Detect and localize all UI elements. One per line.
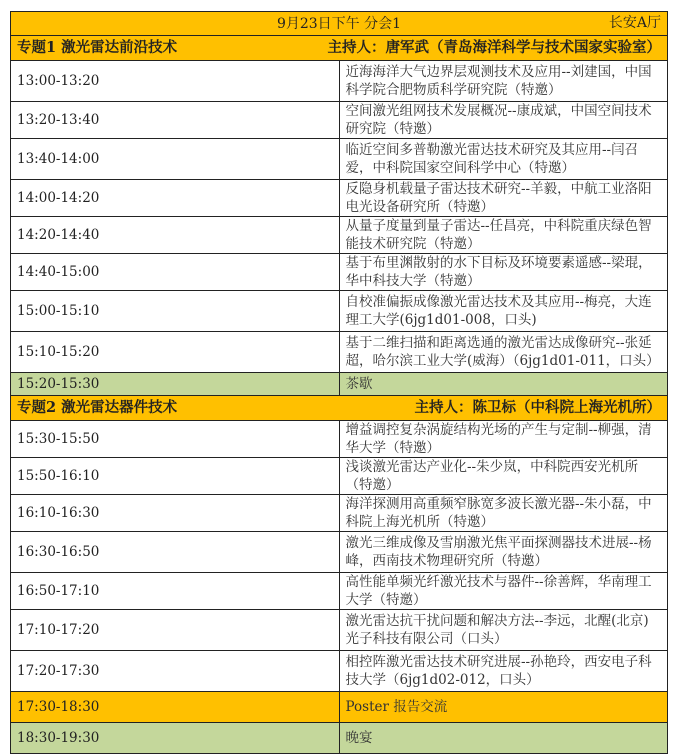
topic-2-label: 专题2 激光雷达器件技术 — [17, 399, 178, 416]
talk-cell: 临近空间多普勒激光雷达技术研究及其应用--闫召爱，中科院国家空间科学中心（特邀） — [339, 139, 668, 180]
time-cell: 13:20-13:40 — [11, 102, 340, 139]
table-row — [11, 532, 668, 573]
break-cell: Poster 报告交流 — [339, 692, 668, 723]
time-cell: 15:30-15:50 — [11, 421, 340, 458]
time-cell: 13:00-13:20 — [11, 61, 340, 102]
table-row — [11, 180, 668, 217]
talk-cell: 反隐身机载量子雷达技术研究--羊毅，中航工业洛阳电光设备研究所（特邀） — [339, 180, 668, 217]
topic-1-label: 专题1 激光雷达前沿技术 — [17, 39, 178, 56]
talk-cell: 从量子度量到量子雷达--任昌亮，中科院重庆绿色智能技术研究院（特邀） — [339, 217, 668, 254]
topic-1-host: 主持人：唐军武（青岛海洋科学与技术国家实验室） — [327, 39, 661, 56]
talk-cell: 增益调控复杂涡旋结构光场的产生与定制--柳强，清华大学（特邀） — [339, 421, 668, 458]
time-cell: 18:30-19:30 — [11, 723, 340, 754]
table-row — [11, 651, 668, 692]
session-room: 长安A厅 — [608, 15, 661, 31]
topic-2-header — [11, 396, 668, 421]
time-cell: 15:10-15:20 — [11, 332, 340, 373]
talk-cell: 基于布里渊散射的水下目标及环境要素遥感--梁琨，华中科技大学（特邀） — [339, 254, 668, 291]
table-row — [11, 139, 668, 180]
dinner-row — [11, 723, 668, 754]
table-row — [11, 495, 668, 532]
table-row — [11, 102, 668, 139]
topic-1-header — [11, 36, 668, 61]
session-header-row — [11, 12, 668, 36]
time-cell: 16:30-16:50 — [11, 532, 340, 573]
talk-cell: 近海海洋大气边界层观测技术及应用--刘建国，中国科学院合肥物质科学研究院（特邀） — [339, 61, 668, 102]
session-title: 9月23日下午 分会1 — [276, 15, 402, 32]
talk-cell: 基于二维扫描和距离选通的激光雷达成像研究--张延超，哈尔滨工业大学(威海）（6jg1d01-011，口头） — [339, 332, 668, 373]
table-row — [11, 61, 668, 102]
break-cell: 茶歇 — [339, 373, 668, 396]
time-cell: 16:10-16:30 — [11, 495, 340, 532]
table-row — [11, 458, 668, 495]
talk-cell: 空间激光组网技术发展概况--康成斌，中国空间技术研究院（特邀） — [339, 102, 668, 139]
table-row — [11, 217, 668, 254]
time-cell: 17:10-17:20 — [11, 610, 340, 651]
time-cell: 14:20-14:40 — [11, 217, 340, 254]
time-cell: 13:40-14:00 — [11, 139, 340, 180]
talk-cell: 激光三维成像及雪崩激光焦平面探测器技术进展--杨峰，西南技术物理研究所（特邀） — [339, 532, 668, 573]
time-cell: 16:50-17:10 — [11, 573, 340, 610]
table-row — [11, 291, 668, 332]
talk-cell: 浅谈激光雷达产业化--朱少岚，中科院西安光机所（特邀） — [339, 458, 668, 495]
table-row — [11, 421, 668, 458]
table-row — [11, 254, 668, 291]
schedule-table — [10, 11, 668, 754]
time-cell: 15:00-15:10 — [11, 291, 340, 332]
talk-cell: 海洋探测用高重频窄脉宽多波长激光器--朱小磊，中科院上海光机所（特邀） — [339, 495, 668, 532]
time-cell: 15:50-16:10 — [11, 458, 340, 495]
topic-2-host: 主持人：陈卫标（中科院上海光机所） — [414, 399, 661, 416]
table-row — [11, 332, 668, 373]
topic-2-row — [11, 396, 668, 421]
talk-cell: 自校准偏振成像激光雷达技术及其应用--梅亮，大连理工大学(6jg1d01-008，口头) — [339, 291, 668, 332]
time-cell: 17:20-17:30 — [11, 651, 340, 692]
topic-1-row — [11, 36, 668, 61]
time-cell: 14:40-15:00 — [11, 254, 340, 291]
talk-cell: 相控阵激光雷达技术研究进展--孙艳玲，西安电子科技大学（6jg1d02-012，口头） — [339, 651, 668, 692]
talk-cell: 高性能单频光纤激光技术与器件--徐善辉，华南理工大学（特邀） — [339, 573, 668, 610]
table-row — [11, 610, 668, 651]
break-cell: 晚宴 — [339, 723, 668, 754]
time-cell: 14:00-14:20 — [11, 180, 340, 217]
tea-break-row — [11, 373, 668, 396]
talk-cell: 激光雷达抗干扰问题和解决方法--李远，北醒(北京)光子科技有限公司（口头） — [339, 610, 668, 651]
poster-row — [11, 692, 668, 723]
session-header — [11, 12, 668, 36]
table-row — [11, 573, 668, 610]
time-cell: 17:30-18:30 — [11, 692, 340, 723]
time-cell: 15:20-15:30 — [11, 373, 340, 396]
